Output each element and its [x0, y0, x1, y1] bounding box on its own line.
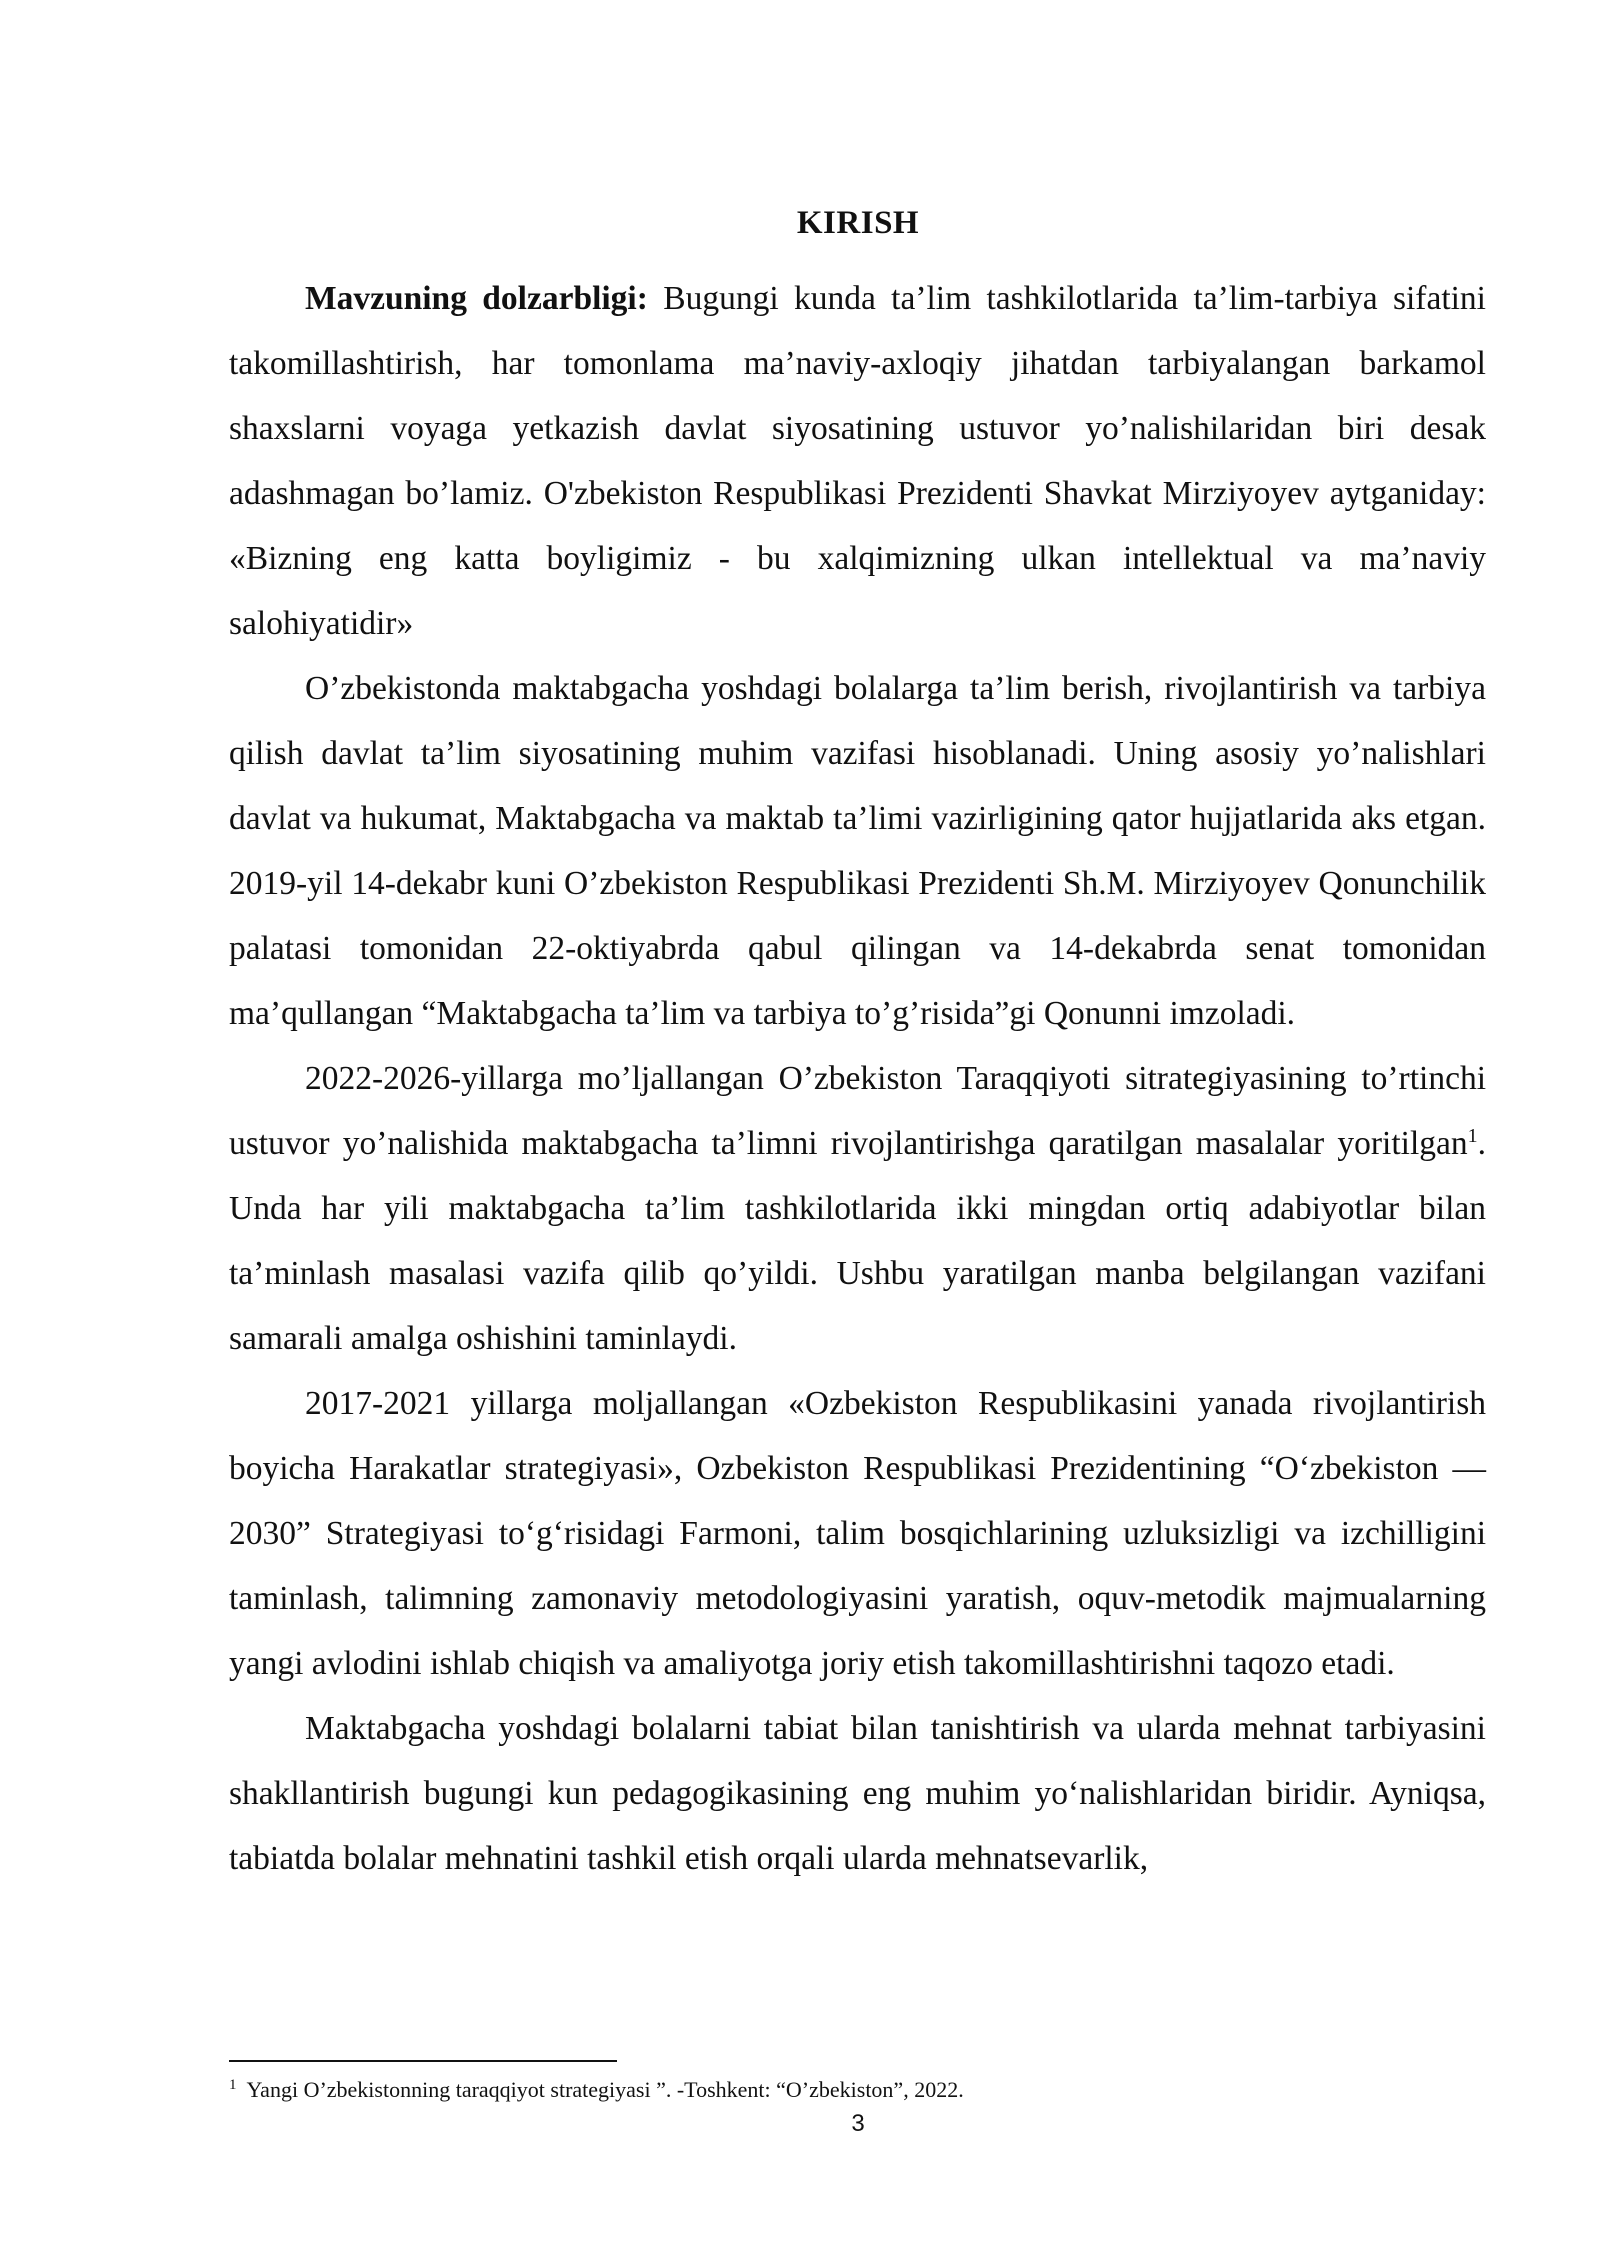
footnote-reference[interactable]: 1 — [1467, 1124, 1478, 1147]
page-number: 3 — [851, 2110, 865, 2137]
paragraph-5: Maktabgacha yoshdagi bolalarni tabiat bilan tanishtirish va ularda mehnat tarbiyasini shakllantirish bugungi kun pedagogikasining eng muhim yo‘nalishlaridan biridir. Ayniqsa, tabiatda bolalar mehnatini tashkil etish orqali ularda mehnatsevarlik, — [229, 1710, 1486, 1877]
page-title: KIRISH — [796, 205, 920, 241]
paragraph-text: . Unda har yili maktabgacha ta’lim tashkilotlarida ikki mingdan ortiq adabiyotlar bilan ta’minlash masalasi vazifa qilib qo’yildi. Ushbu yaratilgan manba belgilangan vazifani samarali amalga oshishini taminlaydi. — [229, 1125, 1486, 1357]
footnote-text: Yangi O’zbekistonning taraqqiyot strategiyasi ”. -Toshkent: “O’zbekiston”, 2022. — [246, 2077, 964, 2102]
paragraph-lead: Mavzuning dolzarbligi: — [305, 280, 648, 317]
footnote-separator — [229, 2060, 617, 2062]
paragraph-1 — [229, 266, 1486, 656]
paragraph-4: 2017-2021 yillarga moljallangan «Ozbekiston Respublikasini yanada rivojlantirish boyicha Harakatlar strategiyasi», Ozbekiston Respublikasi Prezidentining “O‘zbekiston — 2030” Strategiyasi to‘g‘risidagi Farmoni, talim bosqichlarining uzluksizligi va izchilligini taminlash, talimning zamonaviy metodologiyasini yaratish, oquv-metodik majmualarning yangi avlodini ishlab chiqish va amaliyotga joriy etish takomillashtirishni taqozo etadi. — [229, 1385, 1486, 1682]
paragraph-3 — [229, 1046, 1486, 1371]
paragraph-text: 2022-2026-yillarga mo’ljallangan O’zbekiston Taraqqiyoti sitrategiyasining to’rtinchi ustuvor yo’nalishida maktabgacha ta’limni rivojlantirishga qaratilgan masalalar yoritilgan — [229, 1060, 1486, 1162]
paragraph-2: O’zbekistonda maktabgacha yoshdagi bolalarga ta’lim berish, rivojlantirish va tarbiya qilish davlat ta’lim siyosatining muhim vazifasi hisoblanadi. Uning asosiy yo’nalishlari davlat va hukumat, Maktabgacha va maktab ta’limi vazirligining qator hujjatlarida aks etgan. 2019-yil 14-dekabr kuni O’zbekiston Respublikasi Prezidenti Sh.M. Mirziyoyev Qonunchilik palatasi tomonidan 22-oktiyabrda qabul qilingan va 14-dekabrda senat tomonidan ma’qullangan “Maktabgacha ta’lim va tarbiya to’g’risida”gi Qonunni imzoladi. — [229, 670, 1486, 1032]
body-text — [229, 266, 1486, 1891]
footnote-marker: 1 — [229, 2076, 237, 2093]
footnote — [229, 2075, 1486, 2105]
paragraph-text: Bugungi kunda ta’lim tashkilotlarida ta’lim-tarbiya sifatini takomillashtirish, har tomonlama ma’naviy-axloqiy jihatdan tarbiyalangan barkamol shaxslarni voyaga yetkazish davlat siyosatining ustuvor yo’nalishilaridan biri desak adashmagan bo’lamiz. O'zbekiston Respublikasi Prezidenti Shavkat Mirziyoyev aytganiday: «Bizning eng katta boyligimiz - bu xalqimizning ulkan intellektual va ma’naviy salohiyatidir» — [229, 280, 1486, 642]
